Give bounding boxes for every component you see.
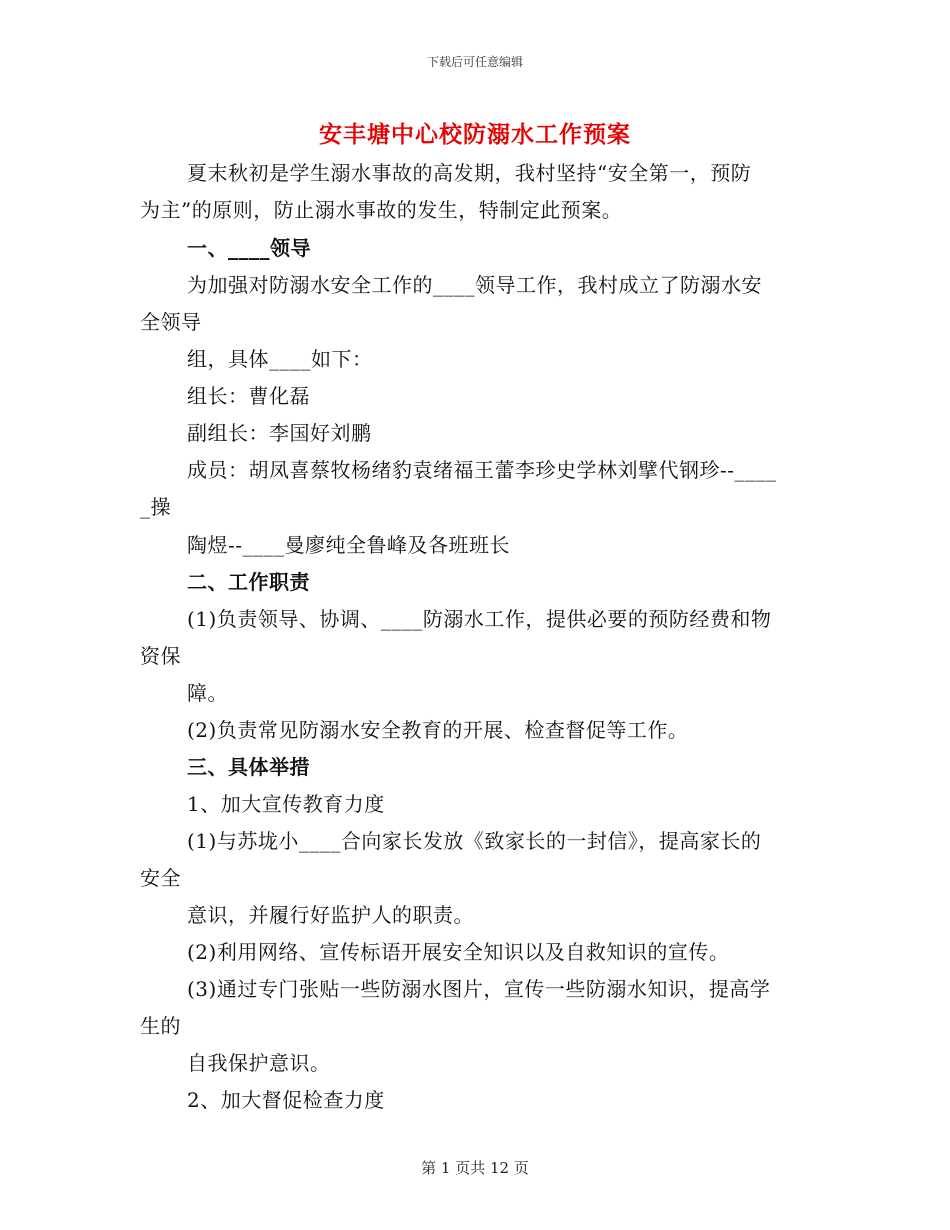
section-heading: 三、具体举措 [187, 755, 310, 779]
paragraph-line: (3)通过专门张贴一些防溺水图片，宣传一些防溺水知识，提高学 [187, 977, 771, 1001]
paragraph-line: _操 [140, 495, 171, 519]
paragraph-line: 2、加大督促检查力度 [187, 1088, 385, 1112]
paragraph-line: 1、加大宣传教育力度 [187, 792, 385, 816]
document-title: 安丰塘中心校防溺水工作预案 [319, 122, 631, 148]
paragraph-line: 自我保护意识。 [187, 1051, 331, 1075]
paragraph-line: 成员：胡凤喜蔡牧杨绪豹袁绪福王蕾李珍史学林刘擘代钢珍--____ [187, 458, 777, 482]
paragraph-line: (2)负责常见防溺水安全教育的开展、检查督促等工作。 [187, 718, 689, 742]
paragraph-line: 障。 [187, 681, 228, 705]
paragraph-line: 全领导 [140, 310, 202, 334]
paragraph-line: 副组长：李国好刘鹏 [187, 421, 372, 445]
paragraph-line: 意识，并履行好监护人的职责。 [187, 903, 474, 927]
paragraph-line: (1)负责领导、协调、____防溺水工作，提供必要的预防经费和物 [187, 607, 772, 631]
page-footer: 第 1 页共 12 页 [421, 1159, 529, 1177]
section-heading: 一、____领导 [187, 236, 311, 260]
paragraph-line: 为主”的原则，防止溺水事故的发生，特制定此预案。 [140, 198, 623, 222]
section-heading: 二、工作职责 [187, 570, 310, 594]
page-header: 下载后可任意编辑 [426, 55, 523, 69]
paragraph-line: 资保 [140, 644, 181, 668]
paragraph-line: 组，具体____如下： [187, 347, 373, 371]
paragraph-line: 夏末秋初是学生溺水事故的高发期，我村坚持“安全第一，预防 [187, 161, 752, 185]
paragraph-line: (2)利用网络、宣传标语开展安全知识以及自救知识的宣传。 [187, 940, 730, 964]
paragraph-line: 生的 [140, 1014, 181, 1038]
paragraph-line: 陶煜--____曼廖纯全鲁峰及各班班长 [187, 533, 511, 557]
paragraph-line: 组长：曹化磊 [187, 384, 310, 408]
paragraph-line: 为加强对防溺水安全工作的____领导工作，我村成立了防溺水安 [187, 273, 762, 297]
paragraph-line: (1)与苏垅小____合向家长发放《致家长的一封信》，提高家长的 [187, 829, 762, 853]
paragraph-line: 安全 [140, 866, 181, 890]
